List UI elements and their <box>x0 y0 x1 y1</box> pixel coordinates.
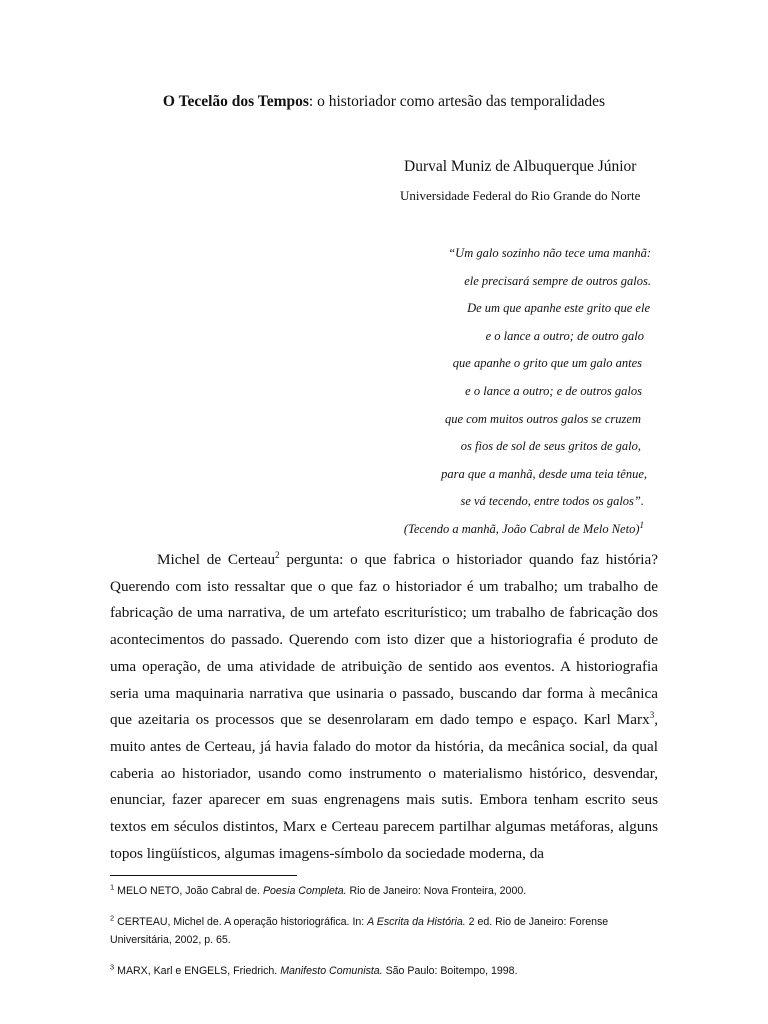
footnote-number: 2 <box>110 913 115 923</box>
footnote-3 <box>110 962 658 980</box>
article-title-subtitle: : o historiador como artesão das temporalidades <box>308 93 606 110</box>
epigraph-line: para que a manhã, desde uma teia tênue, <box>441 466 647 481</box>
epigraph-source-text: (Tecendo a manhã, João Cabral de Melo Neto) <box>403 521 640 536</box>
epigraph-line: De um que apanhe este grito que ele <box>467 301 650 316</box>
body-text-part-3: , muito antes de Certeau, já havia falado do motor da história, da mecânica social, da qual caberia ao historiador, usando como instrumento o materialismo histórico, desvendar, enunciar, fazer aparecer em suas engrenagens mais sutis. Embora tenham escrito seus textos em séculos distintos, Marx e Certeau parecem partilhar algumas metáforas, alguns topos lingüísticos, algumas imagens-símbolo da sociedade moderna, da <box>110 711 658 862</box>
epigraph-source <box>380 519 656 547</box>
footnote-ref-1[interactable]: 1 <box>639 519 644 530</box>
footnote-2 <box>110 913 658 949</box>
epigraph-line: que apanhe o grito que um galo antes <box>452 356 642 371</box>
footnote-text: 2 ed. Rio de Janeiro: Forense Universitária, 2002, p. 65. <box>110 916 609 946</box>
footnote-1 <box>110 882 658 900</box>
footnote-text: MARX, Karl e ENGELS, Friedrich. <box>114 965 281 977</box>
footnote-number: 1 <box>110 882 115 892</box>
footnote-title: Manifesto Comunista. <box>280 965 383 977</box>
footnote-separator <box>110 875 297 876</box>
author-name: Durval Muniz de Albuquerque Júnior <box>404 158 637 175</box>
footnote-ref-2[interactable]: 2 <box>275 549 280 560</box>
footnote-text: São Paulo: Boitempo, 1998. <box>382 965 518 977</box>
epigraph-line: “Um galo sozinho não tece uma manhã: <box>448 246 651 260</box>
footnote-number: 3 <box>110 962 115 972</box>
body-text-part-1: Michel de Certeau <box>157 551 276 568</box>
footnote-ref-3[interactable]: 3 <box>649 710 655 721</box>
footnote-text: MELO NETO, João Cabral de. <box>114 885 263 897</box>
article-title <box>0 92 768 112</box>
footnote-title: Poesia Completa. <box>262 885 347 897</box>
body-paragraph <box>110 547 658 867</box>
body-text-part-2: pergunta: o que fabrica o historiador quando faz história? Querendo com isto ressaltar que o que faz o historiador é um trabalho; um trabalho de fabricação de uma narrativa, de um artefato escriturístico; um trabalho de fabricação dos acontecimentos do passado. Querendo com isto dizer que a historiografia é produto de uma operação, de uma atividade de atribuição de sentido aos eventos. A historiografia seria uma maquinaria narrativa que usinaria o passado, buscando dar forma à mecânica que azeitaria os processos que se desenrolaram em dado tempo e espaço. Karl Marx <box>110 551 658 729</box>
footnote-text: CERTEAU, Michel de. A operação historiográfica. In: <box>114 916 368 928</box>
footnote-text: Rio de Janeiro: Nova Fronteira, 2000. <box>346 885 527 897</box>
epigraph-line: e o lance a outro; de outro galo <box>485 328 644 343</box>
article-title-main: O Tecelão dos Tempos <box>162 93 309 110</box>
epigraph-line: e o lance a outro; e de outros galos <box>465 383 642 398</box>
epigraph-line: ele precisará sempre de outros galos. <box>464 273 651 288</box>
epigraph-line: que com muitos outros galos se cruzem <box>444 411 641 426</box>
epigraph <box>380 243 656 547</box>
epigraph-line: os fios de sol de seus gritos de galo, <box>460 439 641 454</box>
footnote-title: A Escrita da História. <box>367 916 466 928</box>
author-affiliation: Universidade Federal do Rio Grande do Norte <box>400 188 641 203</box>
epigraph-line: se vá tecendo, entre todos os galos”. <box>460 494 644 509</box>
